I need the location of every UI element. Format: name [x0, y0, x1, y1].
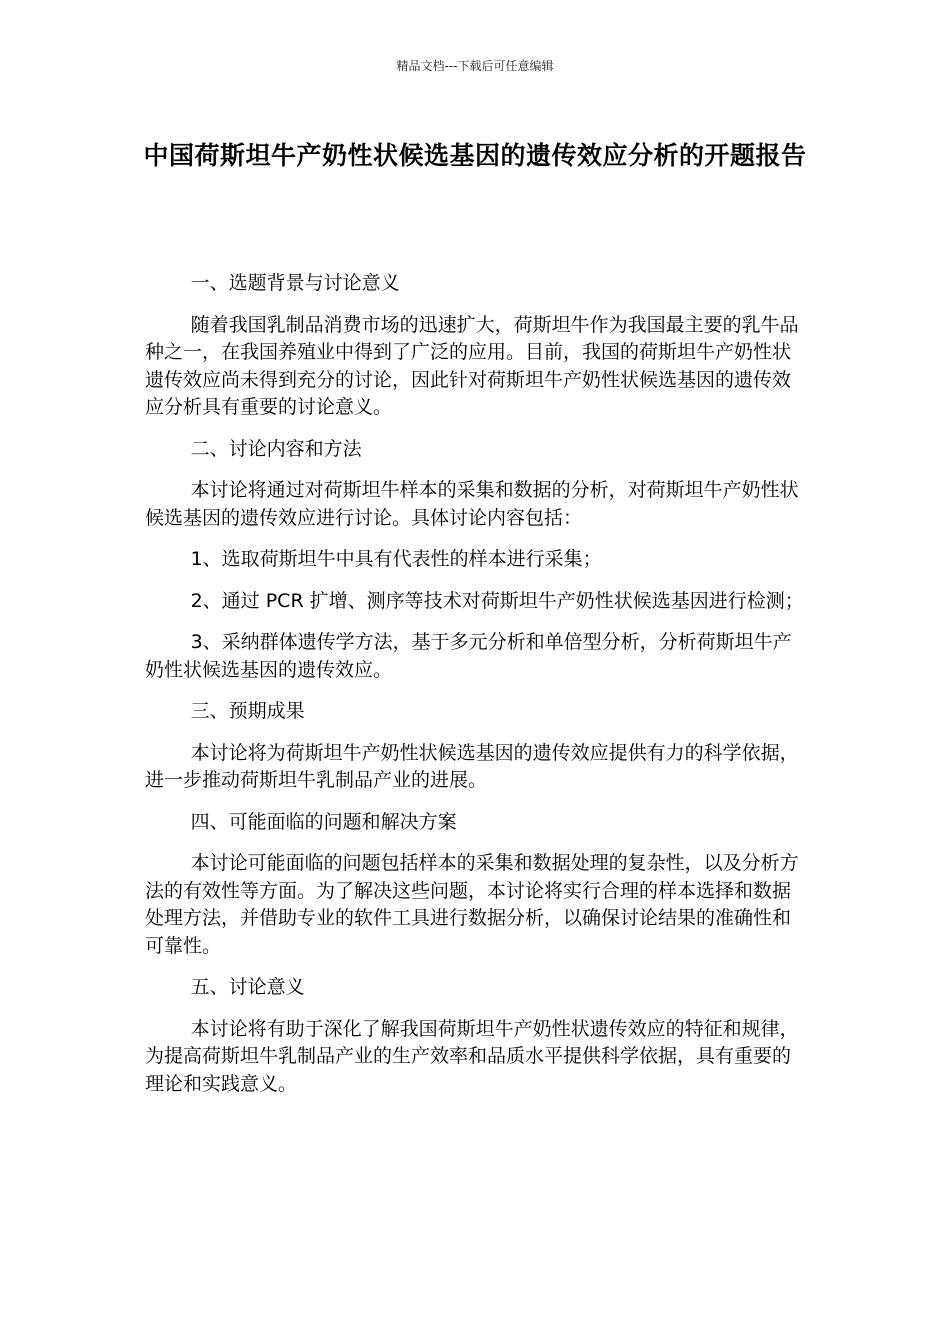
section-heading-significance: 五、讨论意义: [190, 976, 305, 998]
paragraph-content-methods: 本讨论将通过对荷斯坦牛样本的采集和数据的分析，对荷斯坦牛产奶性状候选基因的遗传效应进行讨论。具体讨论内容包括：: [145, 479, 799, 529]
paragraph-significance: 本讨论将有助于深化了解我国荷斯坦牛产奶性状遗传效应的特征和规律，为提高荷斯坦牛乳制品产业的生产效率和品质水平提供科学依据，具有重要的理论和实践意义。: [145, 1017, 799, 1095]
page-header-note: 精品文档---下载后可任意编辑: [396, 59, 554, 73]
section-heading-background: 一、选题背景与讨论意义: [190, 272, 400, 294]
paragraph-problems-solutions: 本讨论可能面临的问题包括样本的采集和数据处理的复杂性，以及分析方法的有效性等方面。为了解决这些问题，本讨论将实行合理的样本选择和数据处理方法，并借助专业的软件工具进行数据分析，以确保讨论结果的准确性和可靠性。: [145, 852, 799, 957]
document-body: [145, 270, 805, 1112]
section-heading-expected-results: 三、预期成果: [190, 700, 305, 722]
section-heading-content-methods: 二、讨论内容和方法: [190, 437, 362, 460]
section-heading-problems-solutions: 四、可能面临的问题和解决方案: [190, 810, 457, 833]
list-item-pcr-detection: 2、通过 PCR 扩增、测序等技术对荷斯坦牛产奶性状候选基因进行检测；: [190, 589, 804, 612]
list-item-population-genetics: 3、采纳群体遗传学方法，基于多元分析和单倍型分析，分析荷斯坦牛产奶性状候选基因的遗传效应。: [145, 631, 792, 681]
document-title: 中国荷斯坦牛产奶性状候选基因的遗传效应分析的开题报告: [143, 141, 807, 170]
list-item-sampling: 1、选取荷斯坦牛中具有代表性的样本进行采集；: [190, 548, 602, 570]
paragraph-background: 随着我国乳制品消费市场的迅速扩大，荷斯坦牛作为我国最主要的乳牛品种之一，在我国养殖业中得到了广泛的应用。目前，我国的荷斯坦牛产奶性状遗传效应尚未得到充分的讨论，因此针对荷斯坦牛产奶性状候选基因的遗传效应分析具有重要的讨论意义。: [145, 313, 799, 418]
paragraph-expected-results: 本讨论将为荷斯坦牛产奶性状候选基因的遗传效应提供有力的科学依据，进一步推动荷斯坦牛乳制品产业的进展。: [145, 741, 799, 791]
